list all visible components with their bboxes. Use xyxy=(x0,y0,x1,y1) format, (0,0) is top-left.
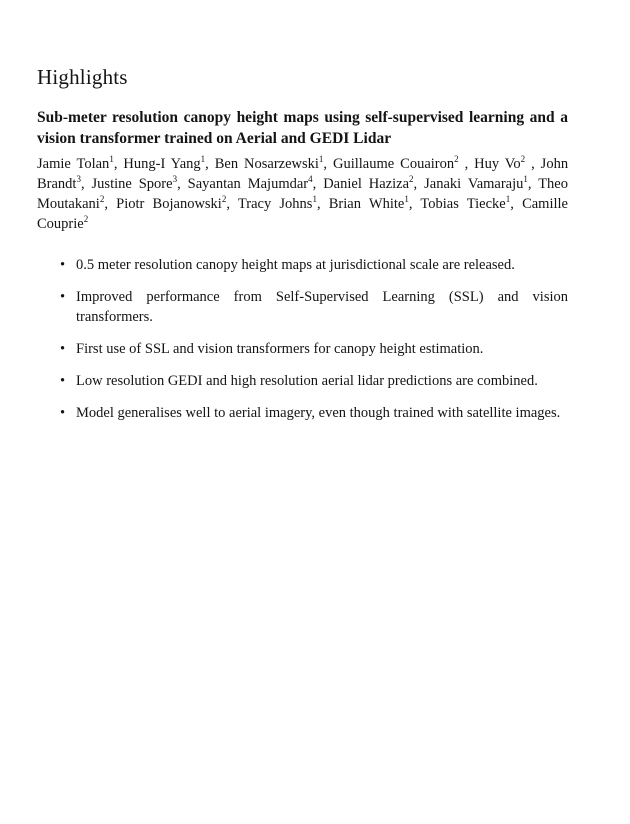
affiliation-superscript: 2 xyxy=(454,154,459,165)
highlight-item: • 0.5 meter resolution canopy height maps at jurisdictional scale are released. xyxy=(60,255,568,275)
affiliation-superscript: 1 xyxy=(200,154,206,165)
author-list: Jamie Tolan$^1$, Hung-I Yang$^1$, Ben Nosarzewski$^1$, Guillaume Couairon$^2$ , Huy Vo$^2$ , John Brandt$^3$, Justine Spore$^3$, Sayantan Majumdar$^4$, Daniel Haziza$^2$, Janaki Vamaraju$^1$, Theo Moutakani$^2$, Piotr Bojanowski$^2$, Tracy Johns$^1$, Brian White$^1$, Tobias Tiecke$^1$, Camille Couprie$^2$ xyxy=(37,154,569,232)
affiliation-superscript: 3 xyxy=(76,174,81,185)
article-title: Sub-meter resolution canopy height maps using self-supervised learning and a vision transformer trained on Aerial and GEDI Lidar xyxy=(37,109,568,147)
author-name: Huy Vo$^2$ xyxy=(474,154,526,172)
page-title: Highlights xyxy=(37,65,128,89)
author-name: Piotr Bojanowski$^2$ xyxy=(116,194,227,212)
author-name: Theo Moutakani$^2$ xyxy=(37,176,568,212)
affiliation-superscript: 2 xyxy=(221,194,227,205)
affiliation-superscript: 1 xyxy=(318,154,324,165)
highlight-item: • Improved performance from Self-Supervised Learning (SSL) and vision transformers. xyxy=(60,287,568,327)
highlight-item: • Low resolution GEDI and high resolution aerial lidar predictions are combined. xyxy=(60,371,568,391)
highlight-item: • First use of SSL and vision transformers for canopy height estimation. xyxy=(60,339,568,359)
author-name: Ben Nosarzewski$^1$ xyxy=(214,154,324,172)
affiliation-superscript: 3 xyxy=(172,174,178,185)
author-name: Hung-I Yang$^1$ xyxy=(123,154,206,172)
highlights-list xyxy=(37,255,568,423)
author-name: Sayantan Majumdar$^4$ xyxy=(187,174,313,192)
author-name: Brian White$^1$ xyxy=(328,194,409,212)
author-name: Guillaume Couairon$^2$ xyxy=(333,154,459,172)
highlight-item: • Model generalises well to aerial imagery, even though trained with satellite images. xyxy=(60,403,568,423)
affiliation-superscript: 1 xyxy=(523,174,528,185)
author-name: Tobias Tiecke$^1$ xyxy=(420,194,511,212)
affiliation-superscript: 2 xyxy=(83,214,89,225)
affiliation-superscript: 1 xyxy=(404,194,409,205)
author-name: Camille Couprie$^2$ xyxy=(37,196,568,232)
affiliation-superscript: 1 xyxy=(109,154,114,165)
author-name: Jamie Tolan$^1$ xyxy=(37,154,114,172)
affiliation-superscript: 2 xyxy=(409,174,414,185)
affiliation-superscript: 2 xyxy=(99,194,105,205)
author-name: Janaki Vamaraju$^1$ xyxy=(424,174,528,192)
author-name: Daniel Haziza$^2$ xyxy=(323,174,414,192)
affiliation-superscript: 1 xyxy=(505,194,511,205)
affiliation-superscript: 4 xyxy=(308,174,313,185)
author-name: Tracy Johns$^1$ xyxy=(237,194,317,212)
affiliation-superscript: 2 xyxy=(520,154,526,165)
affiliation-superscript: 1 xyxy=(312,194,317,205)
author-name: Justine Spore$^3$ xyxy=(91,174,178,192)
author-name: John Brandt$^3$ xyxy=(37,156,569,192)
